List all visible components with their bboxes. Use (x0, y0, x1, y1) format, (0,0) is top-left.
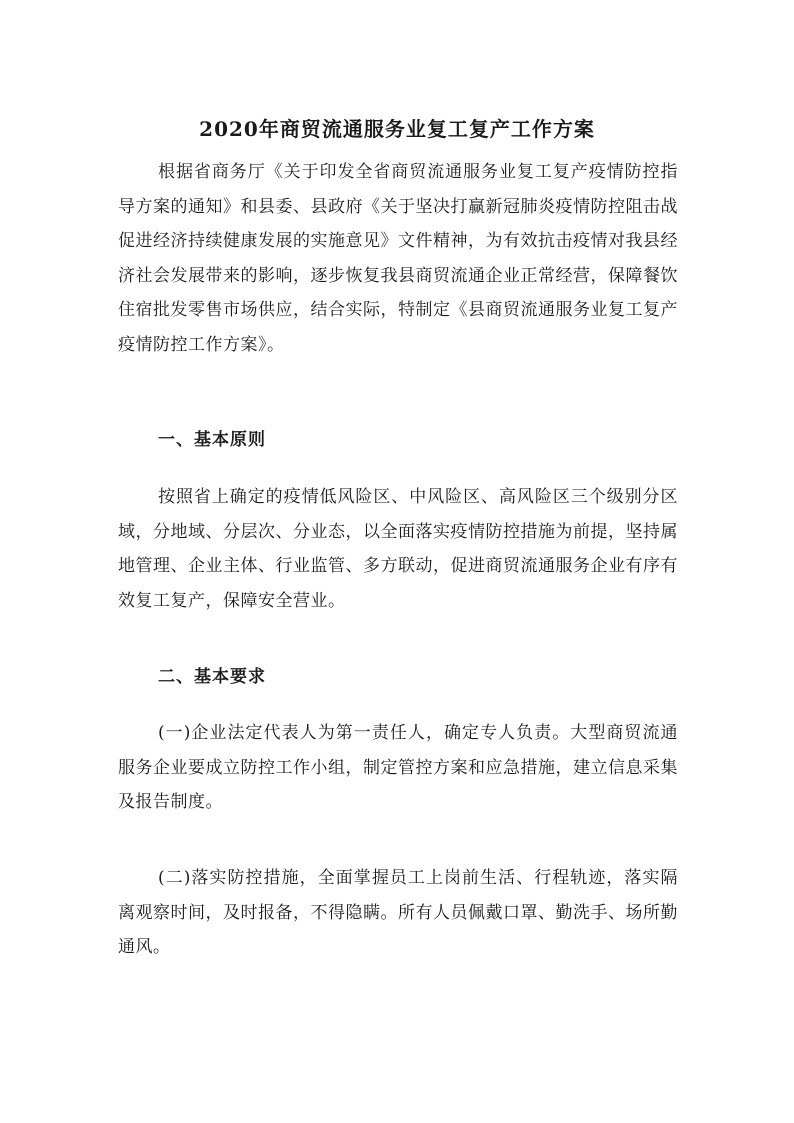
section-heading-requirements: 二、基本要求 (158, 667, 266, 687)
principles-paragraph: 按照省上确定的疫情低风险区、中风险区、高风险区三个级别分区域，分地域、分层次、分业态，以全面落实疫情防控措施为前提，坚持属地管理、企业主体、行业监管、多方联动，促进商贸流通服务企业有序有效复工复产，保障安全营业。 (118, 487, 678, 611)
intro-paragraph: 根据省商务厅《关于印发全省商贸流通服务业复工复产疫情防控指导方案的通知》和县委、县政府《关于坚决打赢新冠肺炎疫情防控阻击战促进经济持续健康发展的实施意见》文件精神，为有效抗击疫情对我县经济社会发展带来的影响，逐步恢复我县商贸流通企业正常经营，保障餐饮住宿批发零售市场供应，结合实际，特制定《县商贸流通服务业复工复产疫情防控工作方案》。 (118, 162, 678, 355)
section-heading-principles: 一、基本原则 (158, 430, 266, 450)
requirement-paragraph-1: (一)企业法定代表人为第一责任人，确定专人负责。大型商贸流通服务企业要成立防控工作小组，制定管控方案和应急措施，建立信息采集及报告制度。 (118, 723, 678, 812)
document-title: 2020年商贸流通服务业复工复产工作方案 (199, 117, 595, 142)
requirement-paragraph-2: (二)落实防控措施，全面掌握员工上岗前生活、行程轨迹，落实隔离观察时间，及时报备，不得隐瞒。所有人员佩戴口罩、勤洗手、场所勤通风。 (118, 868, 678, 957)
